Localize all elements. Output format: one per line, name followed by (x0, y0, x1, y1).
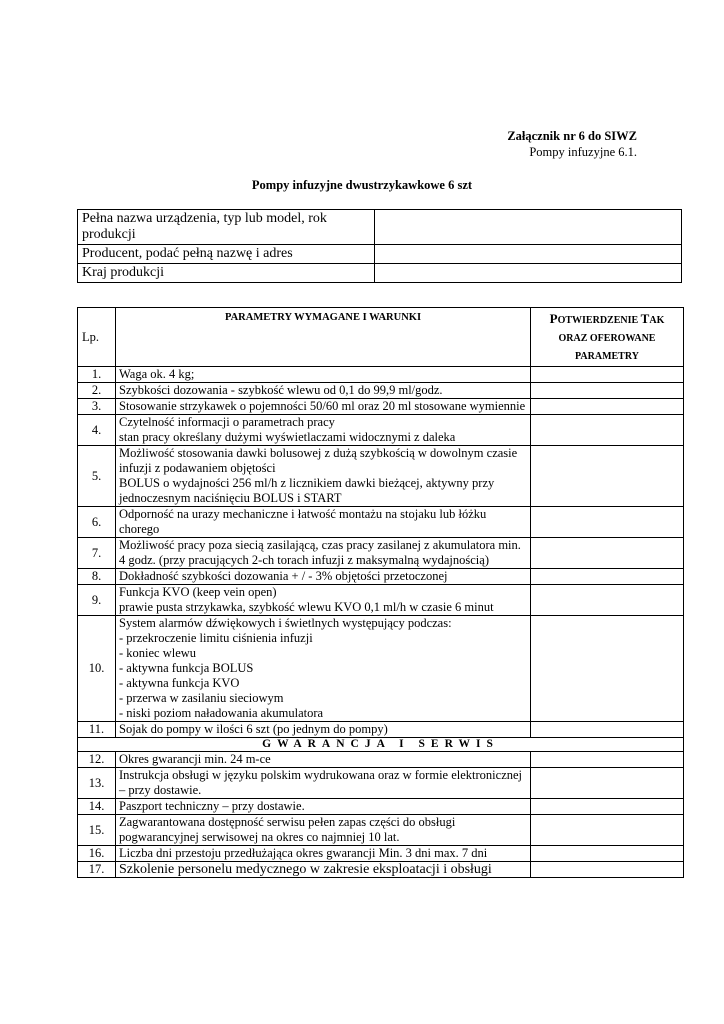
confirmation-cell[interactable] (531, 585, 684, 616)
confirmation-cell[interactable] (531, 538, 684, 569)
row-number: 1. (78, 367, 116, 383)
table-row (78, 507, 684, 538)
confirmation-cell[interactable] (531, 446, 684, 507)
requirements-body (78, 367, 684, 738)
row-number: 8. (78, 569, 116, 585)
parameters-table (77, 307, 684, 878)
table-row (78, 846, 684, 862)
row-number: 4. (78, 415, 116, 446)
header-initial-p: P (549, 311, 558, 326)
warranty-section (78, 738, 684, 752)
column-header-lp: Lp. (78, 308, 116, 367)
column-header-confirmation (531, 308, 684, 367)
requirement-text: Dokładność szybkości dozowania + / - 3% objętości przetoczonej (116, 569, 531, 585)
device-info-table (77, 209, 682, 283)
table-row (78, 367, 684, 383)
confirmation-cell[interactable] (531, 569, 684, 585)
requirement-text: Możliwość stosowania dawki bolusowej z dużą szybkością w dowolnym czasie infuzji z podawaniem objętości BOLUS o wydajności 256 ml/h z licznikiem dawki bieżącej, aktywny przy jednoczesnym naciśnięciu BOLUS i START (116, 446, 531, 507)
row-number: 6. (78, 507, 116, 538)
section-header-row (78, 738, 684, 752)
document-title: Pompy infuzyjne dwustrzykawkowe 6 szt (251, 178, 473, 192)
requirement-text: Możliwość pracy poza siecią zasilającą, czas pracy zasilanej z akumulatora min. 4 godz. (przy pracujących 2-ch torach infuzji z maksymalną wydajnością) (116, 538, 531, 569)
header-text-4: PARAMETRY (575, 351, 639, 362)
requirement-text: Okres gwarancji min. 24 m-ce (116, 752, 531, 768)
row-number: 10. (78, 616, 116, 722)
row-number: 14. (78, 799, 116, 815)
attachment-number: Załącznik nr 6 do SIWZ (507, 129, 637, 143)
table-row (78, 383, 684, 399)
confirmation-cell[interactable] (531, 415, 684, 446)
row-number: 17. (78, 862, 116, 878)
table-row (78, 862, 684, 878)
row-number: 3. (78, 399, 116, 415)
header-text-2: AK (649, 315, 665, 326)
row-number: 2. (78, 383, 116, 399)
confirmation-cell[interactable] (531, 722, 684, 738)
device-info-label: Producent, podać pełną nazwę i adres (78, 245, 375, 264)
device-info-value[interactable] (375, 210, 682, 245)
requirement-text: Liczba dni przestoju przedłużająca okres gwarancji Min. 3 dni max. 7 dni (116, 846, 531, 862)
requirement-text: System alarmów dźwiękowych i świetlnych występujący podczas: - przekroczenie limitu ciśnienia infuzji - koniec wlewu - aktywna funkcja BOLUS - aktywna funkcja KVO - przerwa w zasilaniu sieciowym - niski poziom naładowania akumulatora (116, 616, 531, 722)
table-row (78, 415, 684, 446)
row-number: 7. (78, 538, 116, 569)
table-header-row (78, 308, 684, 367)
requirement-text: Stosowanie strzykawek o pojemności 50/60 ml oraz 20 ml stosowane wymiennie (116, 399, 531, 415)
confirmation-cell[interactable] (531, 768, 684, 799)
row-number: 9. (78, 585, 116, 616)
table-row (78, 616, 684, 722)
device-info-row (78, 245, 682, 264)
warranty-body (78, 752, 684, 878)
requirement-text: Czytelność informacji o parametrach pracy stan pracy określany dużymi wyświetlaczami widocznymi z daleka (116, 415, 531, 446)
device-info-row (78, 264, 682, 283)
table-row (78, 752, 684, 768)
confirmation-cell[interactable] (531, 815, 684, 846)
requirement-text: Funkcja KVO (keep vein open) prawie pusta strzykawka, szybkość wlewu KVO 0,1 ml/h w czasie 6 minut (116, 585, 531, 616)
header-text-3: ORAZ OFEROWANE (558, 333, 656, 344)
row-number: 16. (78, 846, 116, 862)
warranty-section-header: GWARANCJA I SERWIS (78, 738, 684, 752)
table-row (78, 538, 684, 569)
confirmation-cell[interactable] (531, 846, 684, 862)
table-row (78, 569, 684, 585)
confirmation-cell[interactable] (531, 383, 684, 399)
confirmation-cell[interactable] (531, 752, 684, 768)
device-info-value[interactable] (375, 245, 682, 264)
confirmation-cell[interactable] (531, 399, 684, 415)
confirmation-cell[interactable] (531, 367, 684, 383)
header-text-1: OTWIERDZENIE (557, 315, 641, 326)
requirement-text: Szkolenie personelu medycznego w zakresie eksploatacji i obsługi (116, 862, 531, 878)
row-number: 5. (78, 446, 116, 507)
table-row (78, 585, 684, 616)
table-row (78, 768, 684, 799)
row-number: 12. (78, 752, 116, 768)
confirmation-cell[interactable] (531, 616, 684, 722)
table-row (78, 446, 684, 507)
attachment-subtitle: Pompy infuzyjne 6.1. (529, 145, 637, 159)
requirement-text: Odporność na urazy mechaniczne i łatwość montażu na stojaku lub łóżku chorego (116, 507, 531, 538)
table-row (78, 722, 684, 738)
row-number: 11. (78, 722, 116, 738)
row-number: 13. (78, 768, 116, 799)
requirement-text: Waga ok. 4 kg; (116, 367, 531, 383)
table-row (78, 815, 684, 846)
header-initial-t: T (640, 311, 650, 326)
confirmation-cell[interactable] (531, 799, 684, 815)
requirement-text: Instrukcja obsługi w języku polskim wydrukowana oraz w formie elektronicznej – przy dostawie. (116, 768, 531, 799)
requirement-text: Paszport techniczny – przy dostawie. (116, 799, 531, 815)
requirement-text: Sojak do pompy w ilości 6 szt (po jednym do pompy) (116, 722, 531, 738)
column-header-parameters: PARAMETRY WYMAGANE I WARUNKI (116, 308, 531, 367)
confirmation-cell[interactable] (531, 507, 684, 538)
table-row (78, 399, 684, 415)
table-row (78, 799, 684, 815)
device-info-label: Pełna nazwa urządzenia, typ lub model, rok produkcji (78, 210, 375, 245)
row-number: 15. (78, 815, 116, 846)
device-info-value[interactable] (375, 264, 682, 283)
requirement-text: Szybkości dozowania - szybkość wlewu od 0,1 do 99,9 ml/godz. (116, 383, 531, 399)
requirement-text: Zagwarantowana dostępność serwisu pełen zapas części do obsługi pogwarancyjnej serwisowej na okres co najmniej 10 lat. (116, 815, 531, 846)
device-info-row (78, 210, 682, 245)
confirmation-cell[interactable] (531, 862, 684, 878)
device-info-label: Kraj produkcji (78, 264, 375, 283)
